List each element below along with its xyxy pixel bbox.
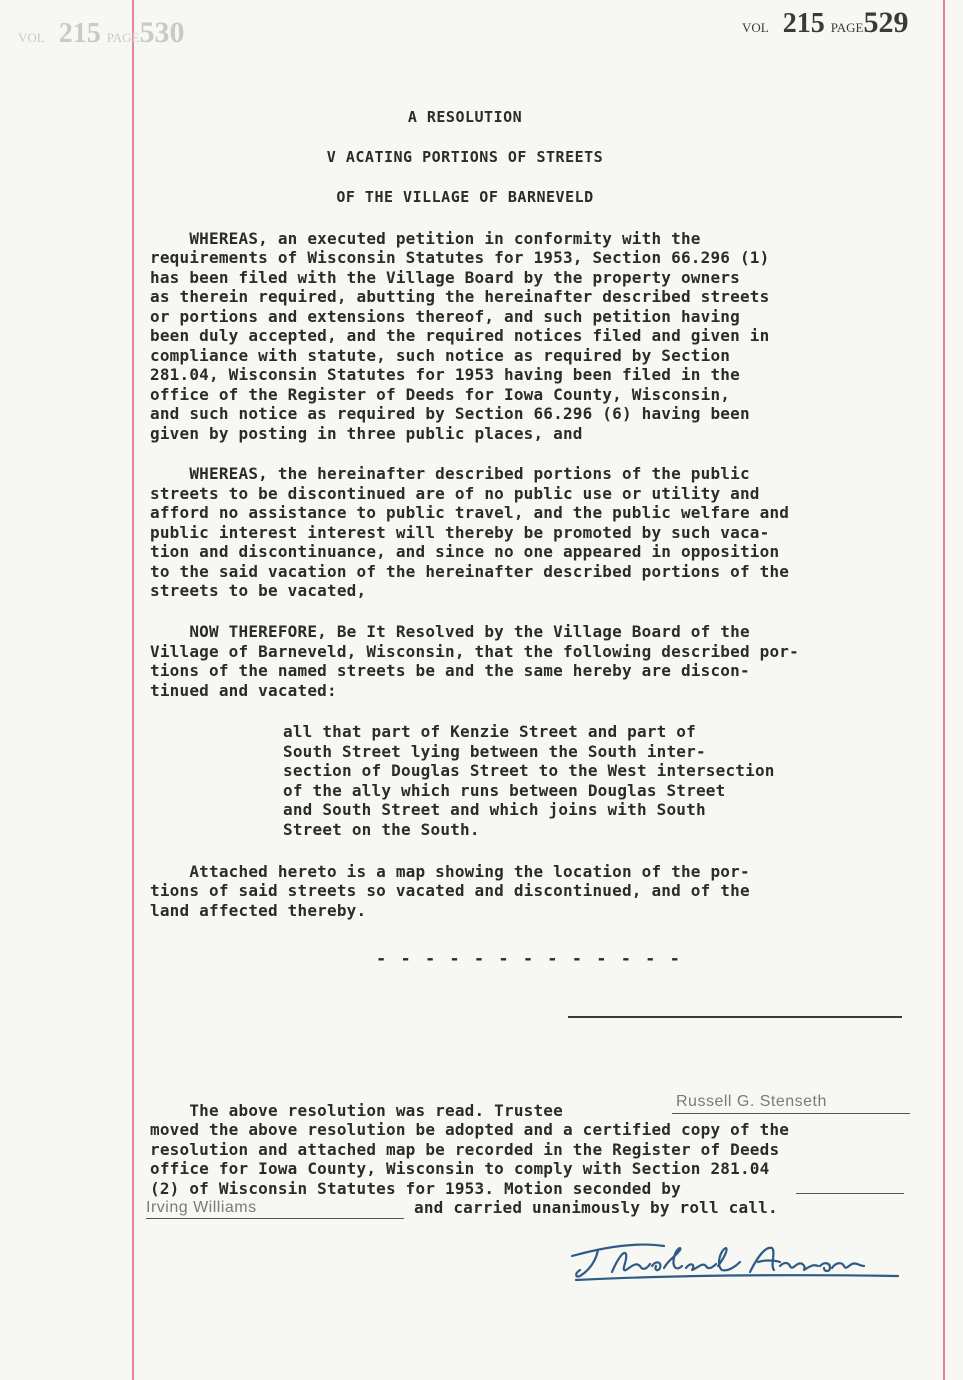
text-line: South Street lying between the South inter- bbox=[283, 742, 706, 761]
seconder-blank-line bbox=[146, 1218, 404, 1219]
text-line: office for Iowa County, Wisconsin to comply with Section 281.04 bbox=[150, 1159, 770, 1178]
text-line: tions of the named streets be and the same hereby are discon- bbox=[150, 661, 750, 680]
volume-page-stamp-faded bbox=[18, 16, 184, 50]
handwritten-signature bbox=[568, 1236, 908, 1292]
resolution-subtitle: V ACATING PORTIONS OF STREETS bbox=[326, 148, 604, 166]
text-line: tinued and vacated: bbox=[150, 681, 337, 700]
text-line: afford no assistance to public travel, and the public welfare and bbox=[150, 503, 790, 522]
stamp-vol-number: 215 bbox=[58, 18, 101, 49]
text-line: tions of said streets so vacated and discontinued, and of the bbox=[150, 881, 750, 900]
text-line: and carried unanimously by roll call. bbox=[414, 1198, 778, 1217]
text-line: or portions and extensions thereof, and such petition having bbox=[150, 307, 740, 326]
text-line: public interest interest will thereby be promoted by such vaca- bbox=[150, 523, 770, 542]
text-line: The above resolution was read. Trustee bbox=[150, 1101, 563, 1120]
text-line: section of Douglas Street to the West intersection bbox=[283, 761, 775, 780]
trustee-name-field: Russell G. Stenseth bbox=[676, 1093, 827, 1110]
text-line: Attached hereto is a map showing the location of the por- bbox=[150, 862, 750, 881]
seconder-blank-line-end bbox=[796, 1193, 904, 1194]
trustee-blank-line bbox=[672, 1113, 910, 1114]
text-line: NOW THEREFORE, Be It Resolved by the Village Board of the bbox=[150, 622, 750, 641]
text-line: of the ally which runs between Douglas Street bbox=[283, 781, 726, 800]
text-line: compliance with statute, such notice as required by Section bbox=[150, 346, 731, 365]
text-line: Village of Barneveld, Wisconsin, that the following described por- bbox=[150, 642, 799, 661]
text-line: and South Street and which joins with South bbox=[283, 800, 706, 819]
text-line: land affected thereby. bbox=[150, 901, 367, 920]
text-line: (2) of Wisconsin Statutes for 1953. Motion seconded by bbox=[150, 1179, 681, 1198]
right-margin-rule bbox=[943, 0, 945, 1380]
seconder-name-field: Irving Williams bbox=[146, 1199, 257, 1216]
resolution-title: A RESOLUTION bbox=[407, 108, 523, 126]
stamp-page-number: 530 bbox=[139, 16, 185, 49]
volume-page-stamp bbox=[742, 6, 908, 40]
stamp-vol-label: VOL bbox=[18, 30, 45, 45]
text-line: streets to be vacated, bbox=[150, 581, 367, 600]
separator-dashes: - - - - - - - - - - - - - bbox=[376, 949, 682, 969]
text-line: tion and discontinuance, and since no one appeared in opposition bbox=[150, 542, 780, 561]
text-line: WHEREAS, the hereinafter described portions of the public bbox=[150, 464, 750, 483]
text-line: WHEREAS, an executed petition in conformity with the bbox=[150, 229, 701, 248]
text-line: streets to be discontinued are of no public use or utility and bbox=[150, 484, 760, 503]
left-margin-rule bbox=[132, 0, 134, 1380]
text-line: given by posting in three public places, and bbox=[150, 424, 583, 443]
signature-rule bbox=[568, 1016, 902, 1018]
stamp-vol-number: 215 bbox=[782, 8, 825, 39]
text-line: office of the Register of Deeds for Iowa County, Wisconsin, bbox=[150, 385, 731, 404]
resolution-subtitle-2: OF THE VILLAGE OF BARNEVELD bbox=[336, 188, 594, 206]
text-line: moved the above resolution be adopted and a certified copy of the bbox=[150, 1120, 790, 1139]
text-line: Street on the South. bbox=[283, 820, 480, 839]
text-line: resolution and attached map be recorded in the Register of Deeds bbox=[150, 1140, 780, 1159]
text-line: requirements of Wisconsin Statutes for 1953, Section 66.296 (1) bbox=[150, 248, 770, 267]
text-line: 281.04, Wisconsin Statutes for 1953 having been filed in the bbox=[150, 365, 740, 384]
text-line: and such notice as required by Section 66.296 (6) having been bbox=[150, 404, 750, 423]
text-line: to the said vacation of the hereinafter described portions of the bbox=[150, 562, 790, 581]
text-line: as therein required, abutting the hereinafter described streets bbox=[150, 287, 770, 306]
text-line: been duly accepted, and the required notices filed and given in bbox=[150, 326, 770, 345]
stamp-page-number: 529 bbox=[863, 6, 909, 39]
stamp-page-label: PAGE bbox=[106, 30, 140, 45]
stamp-page-label: PAGE bbox=[830, 20, 864, 35]
signature-graphic bbox=[568, 1236, 908, 1288]
text-line: has been filed with the Village Board by the property owners bbox=[150, 268, 740, 287]
stamp-vol-label: VOL bbox=[742, 20, 769, 35]
text-line: all that part of Kenzie Street and part of bbox=[283, 722, 696, 741]
